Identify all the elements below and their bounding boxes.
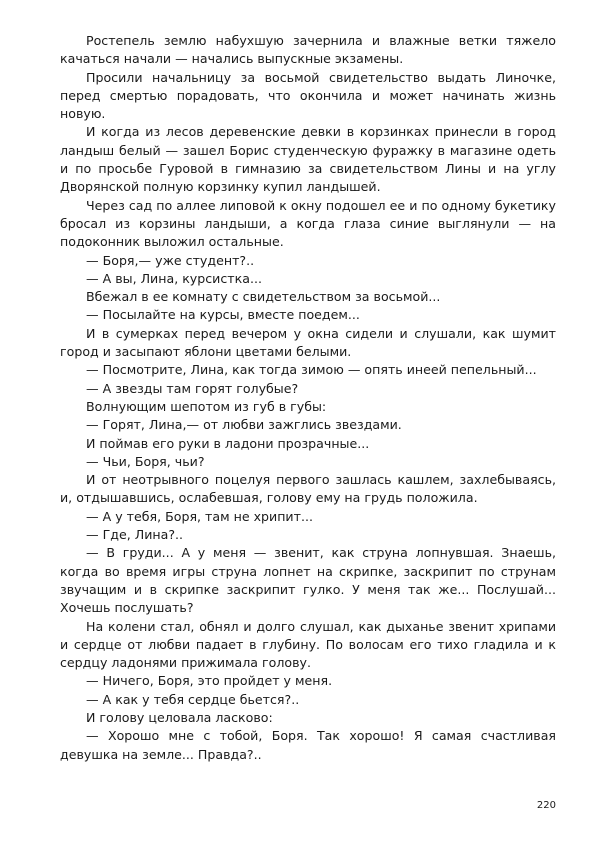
paragraph: — А как у тебя сердце бьется?..	[86, 691, 300, 707]
paragraph: Волнующим шепотом из губ в губы:	[86, 398, 327, 414]
paragraph: На колени стал, обнял и долго слушал, как дыханье звенит хрипами и сердце от любви падает в глубину. По волосам его тихо гладила и к сердцу ладонями прижимала голову.	[60, 618, 556, 671]
paragraph: Через сад по аллее липовой к окну подошел ее и по одному букетику бросал из корзины ландыши, а когда глаза синие выглянули — на подоконник выложил остальные.	[60, 197, 556, 250]
paragraph: — А у тебя, Боря, там не хрипит...	[86, 508, 313, 524]
paragraph: — Посылайте на курсы, вместе поедем...	[86, 307, 360, 323]
paragraph: И поймав его руки в ладони прозрачные...	[86, 435, 370, 451]
paragraph: — Ничего, Боря, это пройдет у меня.	[86, 673, 333, 689]
paragraph: И в сумерках перед вечером у окна сидели и слушали, как шумит город и засыпают яблони цветами белыми.	[60, 325, 556, 360]
paragraph: — Хорошо мне с тобой, Боря. Так хорошо! Я самая счастливая девушка на земле... Правда?..	[60, 728, 556, 762]
page-number: 220	[536, 800, 556, 811]
book-page-text	[60, 32, 556, 764]
paragraph: — Чьи, Боря, чьи?	[86, 453, 205, 469]
paragraph: — А вы, Лина, курсистка...	[86, 270, 262, 286]
paragraph: — Где, Лина?..	[86, 527, 184, 543]
paragraph: — Боря,— уже студент?..	[86, 252, 255, 268]
paragraph: — В груди... А у меня — звенит, как струна лопнувшая. Знаешь, когда во время игры струна лопнет на скрипке, заскрипит по струнам звучащим и в скрипке заскрипит гулко. У меня так же... Послушай... Хочешь послушать?	[60, 545, 556, 616]
paragraph: — Посмотрите, Лина, как тогда зимою — опять инеей пепельный...	[86, 362, 537, 378]
paragraph: И голову целовала ласково:	[86, 709, 273, 725]
paragraph: Ростепель землю набухшую зачернила и влажные ветки тяжело качаться начали — начались выпускные экзамены.	[60, 33, 556, 67]
paragraph: — Горят, Лина,— от любви зажглись звездами.	[86, 417, 402, 433]
paragraph: Вбежал в ее комнату с свидетельством за восьмой...	[86, 289, 441, 305]
paragraph: И когда из лесов деревенские девки в корзинках принесли в город ландыш белый — зашел Борис студенческую фуражку в магазине одеть и по просьбе Гуровой в гимназию за свидетельством Лины и на углу Дворянской полную корзинку купил ландышей.	[60, 124, 556, 195]
paragraph: Просили начальницу за восьмой свидетельство выдать Линочке, перед смертью порадовать, что окончила и может начинать жизнь новую.	[60, 69, 556, 122]
paragraph: — А звезды там горят голубые?	[86, 380, 299, 396]
paragraph: И от неотрывного поцелуя первого зашлась кашлем, захлебываясь, и, отдышавшись, ослабевшая, голову ему на грудь положила.	[60, 472, 556, 506]
